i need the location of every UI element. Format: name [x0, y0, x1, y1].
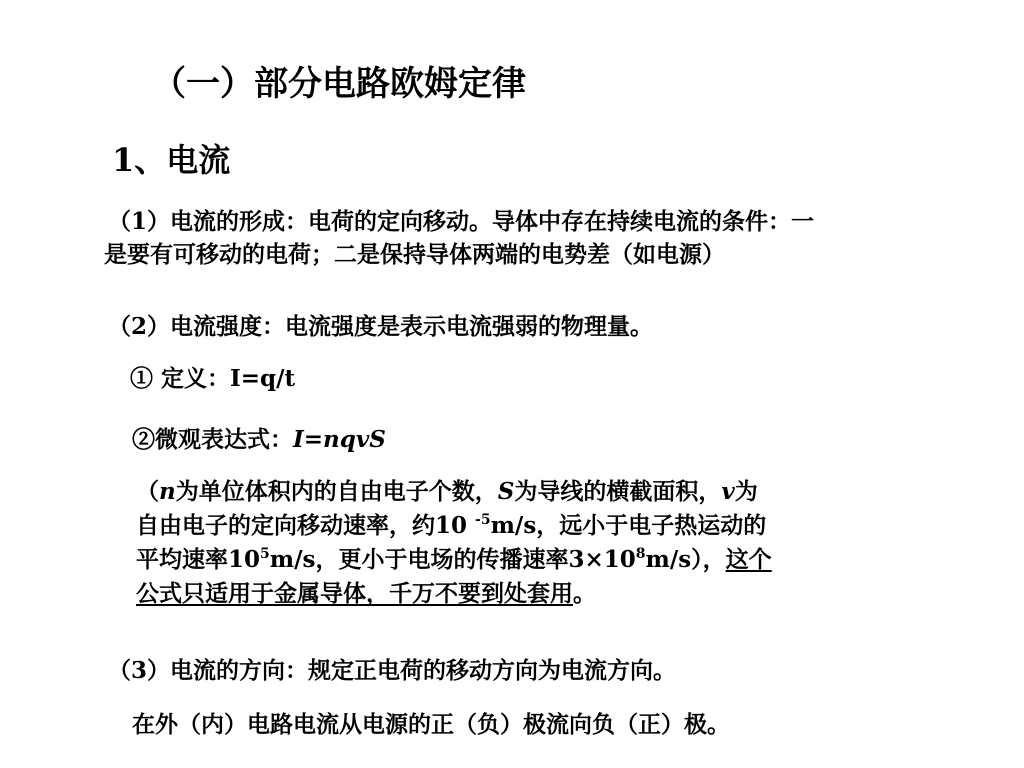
- note-line-2-b: m/s，远小于电子热运动的: [490, 512, 767, 539]
- paragraph-3: （3）电流的方向：规定正电荷的移动方向为电流方向。: [108, 657, 677, 684]
- note-line-3-c: m/s），: [645, 546, 726, 573]
- note-symbol-s: S: [497, 478, 515, 505]
- note-line-1: [136, 477, 758, 507]
- note-line-3-exponent-2: 8: [635, 546, 646, 562]
- note-open-paren: （: [136, 478, 159, 505]
- paragraph-1-line-2: 是要有可移动的电荷；二是保持导体两端的电势差（如电源）: [104, 241, 725, 268]
- paragraph-2: （2）电流强度：电流强度是表示电流强弱的物理量。: [108, 313, 654, 340]
- note-line-3-a: 平均速率10: [136, 546, 261, 573]
- note-line-2-exponent: -5: [475, 512, 491, 528]
- micro-expression-formula: I=nqvS: [293, 426, 386, 453]
- note-text-2: 为导线的横截面积，: [514, 478, 722, 505]
- definition-label: ① 定义：: [130, 365, 231, 392]
- note-symbol-n: n: [159, 478, 176, 505]
- note-line-4-underlined: 公式只适用于金属导体，千万不要到处套用: [136, 580, 573, 607]
- note-line-4-end: 。: [573, 580, 596, 607]
- note-text-3: 为: [734, 478, 758, 505]
- note-line-2-a: 自由电子的定向移动速率，约10: [136, 512, 476, 539]
- paragraph-1-line-1: （1）电流的形成：电荷的定向移动。导体中存在持续电流的条件：一: [108, 208, 815, 235]
- micro-expression-label: ②微观表达式：: [132, 426, 293, 453]
- slide-title: （一）部分电路欧姆定律: [152, 64, 526, 104]
- note-line-3-underlined: 这个: [725, 546, 772, 573]
- section-heading: 1、电流: [112, 141, 231, 179]
- note-symbol-v: v: [721, 478, 735, 505]
- note-text-1: 为单位体积内的自由电子个数，: [175, 478, 498, 505]
- micro-expression-line: [132, 425, 386, 455]
- note-line-2: [136, 511, 766, 541]
- definition-formula: I=q/t: [230, 365, 296, 392]
- note-line-3-exponent-1: 5: [260, 546, 270, 562]
- note-line-3: [136, 545, 772, 575]
- paragraph-3-line-2: 在外（内）电路电流从电源的正（负）极流向负（正）极。: [132, 711, 730, 738]
- note-line-4: [136, 579, 596, 609]
- note-line-3-b: m/s，更小于电场的传播速率3×10: [269, 546, 636, 573]
- definition-line: [130, 364, 295, 394]
